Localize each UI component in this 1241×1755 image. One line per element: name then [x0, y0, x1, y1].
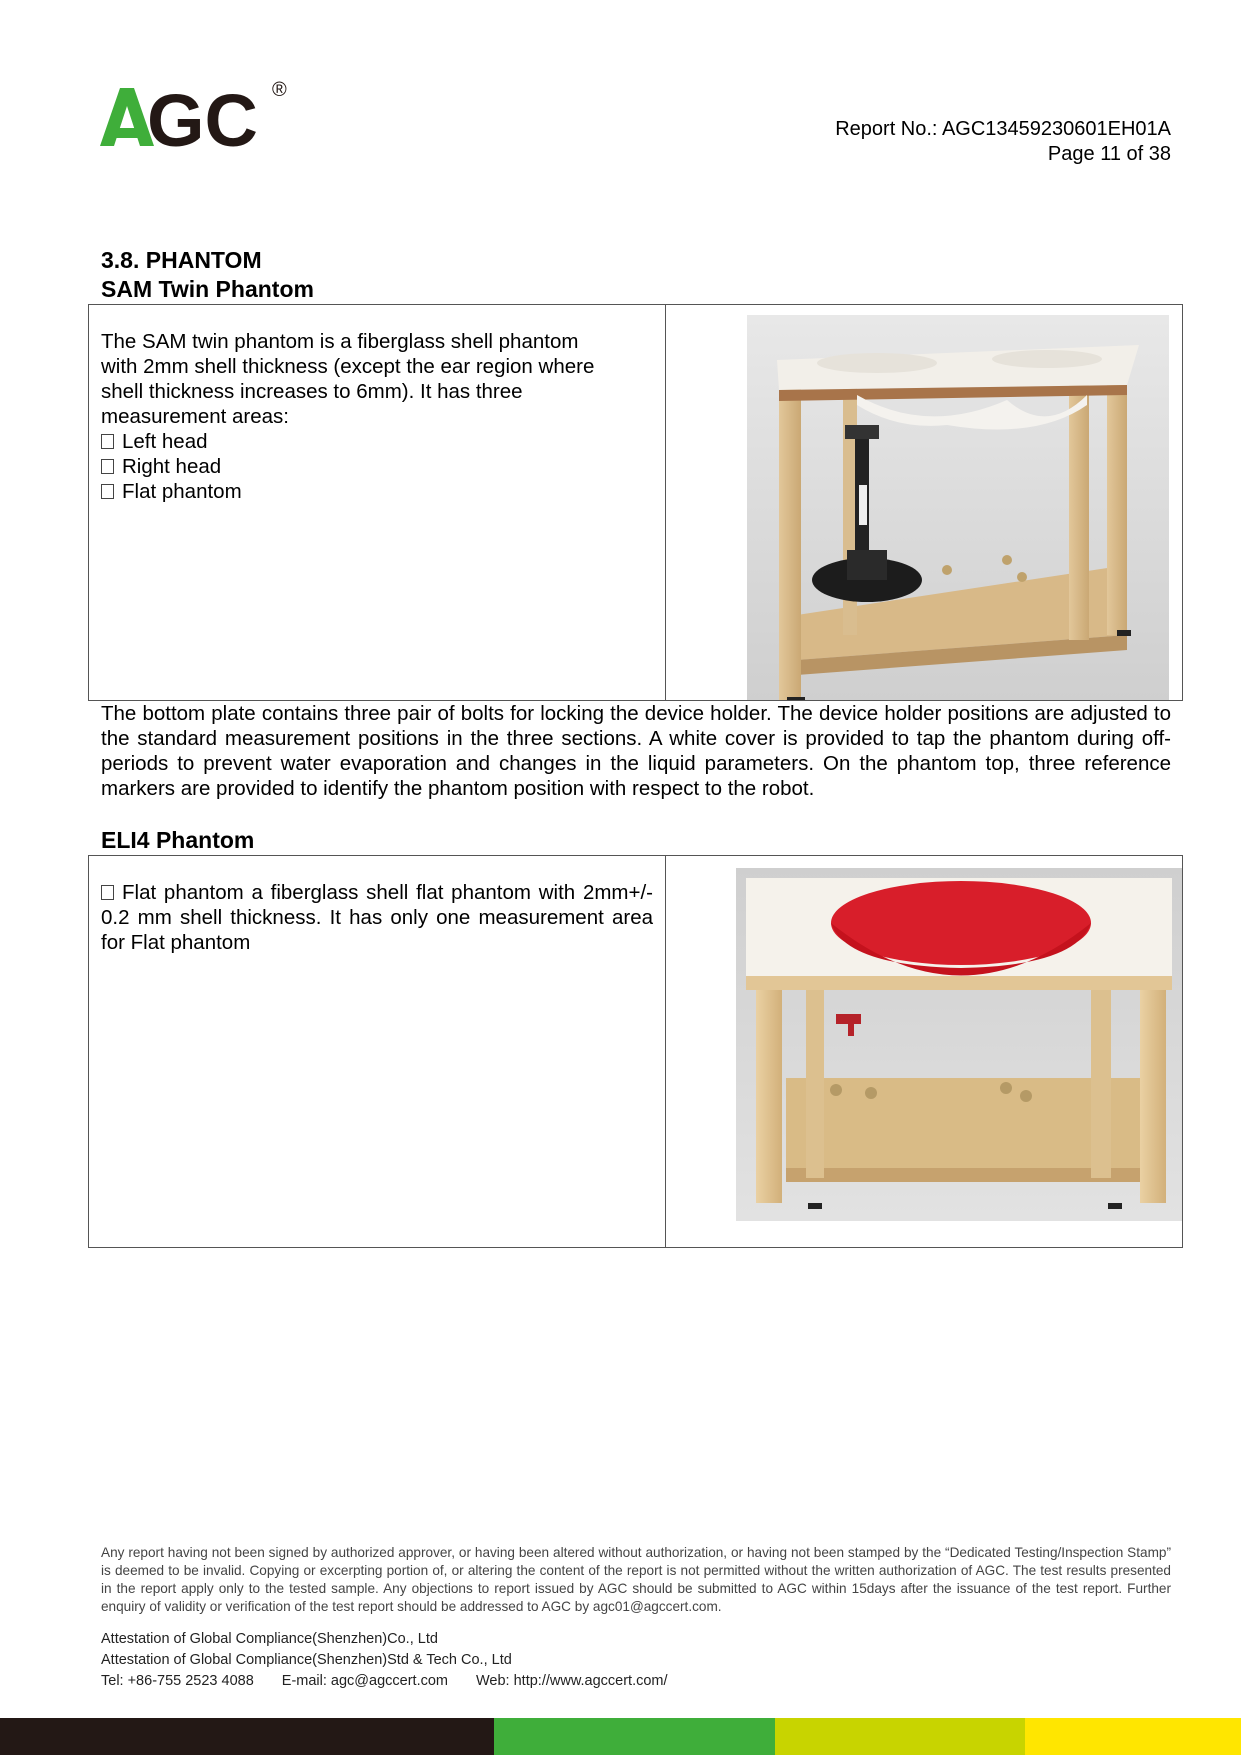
bullet-item: Right head — [101, 454, 653, 479]
bullet-item: Left head — [101, 429, 653, 454]
sam-description — [89, 305, 666, 701]
footer-contact — [101, 1629, 668, 1692]
eli4-photo-cell — [666, 856, 1183, 1248]
checkbox-icon — [101, 434, 114, 449]
footer-bar-lime — [775, 1718, 1025, 1755]
report-info — [835, 117, 1171, 167]
contact-line — [101, 1671, 668, 1692]
sam-line: measurement areas: — [101, 405, 290, 428]
svg-text:GC: GC — [147, 79, 258, 156]
sam-line: shell thickness increases to 6mm). It has three — [101, 380, 523, 403]
checkbox-icon — [101, 885, 114, 900]
eli4-description — [89, 856, 666, 1248]
eli4-table — [88, 855, 1183, 1248]
sam-line: with 2mm shell thickness (except the ear region where — [101, 355, 595, 378]
checkbox-icon — [101, 459, 114, 474]
company-name-2: Attestation of Global Compliance(Shenzhen)Std & Tech Co., Ltd — [101, 1652, 512, 1668]
email: E-mail: agc@agccert.com — [281, 1673, 448, 1689]
company-name-1: Attestation of Global Compliance(Shenzhen)Co., Ltd — [101, 1631, 438, 1647]
eli4-text: Flat phantom a fiberglass shell flat phantom with 2mm+/- 0.2 mm shell thickness. It has only one measurement area for Flat phantom — [101, 881, 653, 954]
sam-photo-cell — [666, 305, 1183, 701]
report-number: Report No.: AGC13459230601EH01A — [835, 118, 1171, 140]
bottom-plate-paragraph: The bottom plate contains three pair of bolts for locking the device holder. The device holder positions are adjusted to the standard measurement positions in the three sections. A white cover is provided to tap the phantom during off-periods to prevent water evaporation and changes in the liquid parameters. On the phantom top, three reference markers are provided to identify the phantom position with respect to the robot. — [101, 702, 1171, 800]
eli4-phantom-photo — [736, 868, 1182, 1221]
phone: Tel: +86-755 2523 4088 — [101, 1673, 254, 1689]
sam-twin-phantom-photo — [747, 315, 1169, 700]
website: Web: http://www.agccert.com/ — [476, 1673, 668, 1689]
footer-bar-green — [494, 1718, 775, 1755]
checkbox-icon — [101, 484, 114, 499]
svg-text:®: ® — [272, 79, 287, 101]
bullet-item: Flat phantom — [101, 479, 653, 504]
footer-bar-dark — [0, 1718, 494, 1755]
footer-bar-yellow — [1025, 1718, 1241, 1755]
footer-disclaimer: Any report having not been signed by authorized approver, or having been altered without authorization, or having not been stamped by the “Dedicated Testing/Inspection Stamp” is deemed to be invalid. Copying or excerpting portion of, or altering the content of the report is not permitted without the written authorization of AGC. The test results presented in the report apply only to the tested sample. Any objections to report issued by AGC should be submitted to AGC within 15days after the issuance of the test report. Further enquiry of validity or verification of the test report should be addressed to AGC by agc01@agccert.com. — [101, 1545, 1171, 1614]
sam-table — [88, 304, 1183, 701]
page-number: Page 11 of 38 — [1047, 143, 1171, 165]
section-title: 3.8. PHANTOM — [101, 247, 262, 273]
agc-logo — [100, 76, 300, 156]
sam-title: SAM Twin Phantom — [101, 276, 314, 302]
eli4-title: ELI4 Phantom — [101, 827, 255, 853]
sam-line: The SAM twin phantom is a fiberglass shell phantom — [101, 330, 579, 353]
